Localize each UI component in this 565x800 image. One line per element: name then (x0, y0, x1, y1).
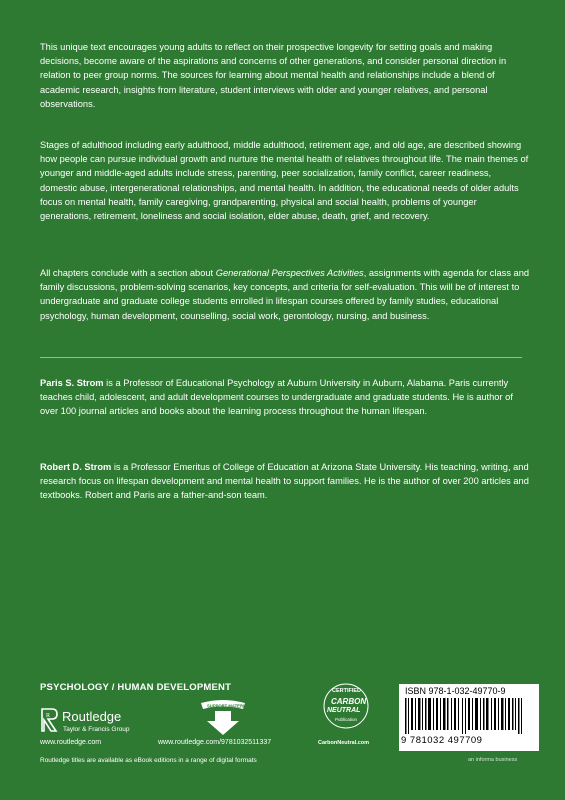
publisher-group: Taylor & Francis Group (63, 726, 130, 733)
activities-title: Generational Perspectives Activities (215, 268, 364, 278)
carbon-word: CARBON (331, 697, 367, 706)
description-paragraph-3 (40, 266, 530, 323)
isbn-barcode-box (399, 684, 539, 751)
carbon-neutral-icon (311, 680, 381, 730)
paragraph-3-intro: All chapters conclude with a section about (40, 268, 216, 278)
support-material-icon (193, 697, 253, 737)
neutral-word: NEUTRAL (327, 707, 361, 714)
carbon-top-text: CERTIFIED (332, 688, 362, 694)
section-divider (40, 357, 522, 358)
author-bio-robert (40, 460, 530, 503)
support-material-url: www.routledge.com/9781032511337 (158, 739, 272, 746)
paragraph-3-rest: , assignments with agenda for class and family discussions, problem-solving scenarios, key concepts, and criteria for self-evaluation. This will be of interest to undergraduate and graduate college students enrolled in lifespan courses offered by family studies, educational psychology, human development, counselling, social work, gerontology, nursing, and business. (40, 268, 530, 321)
isbn-label: ISBN 978-1-032-49770-9 (405, 686, 506, 696)
author-bio-paris (40, 376, 530, 419)
publisher-name: Routledge (62, 709, 122, 724)
author-bio-robert-text: is a Professor Emeritus of College of Education at Arizona State University. His teaching, writing, and research focus on lifespan development and mental health to support families. He is the author of over 200 articles and textbooks. Robert and Paris are a father-and-son team. (40, 462, 529, 501)
ebook-footer-note: Routledge titles are available as eBook editions in a range of digital formats (40, 757, 257, 764)
description-paragraph-2: Stages of adulthood including early adulthood, middle adulthood, retirement age, and old age, are described showing how people can pursue individual growth and nurture the mental health of relatives throughout life. The main themes of younger and middle-aged adults include stress, parenting, peer socialization, family conflict, career readiness, domestic abuse, intergenerational relationships, and mental health. In addition, the educational needs of older adults focus on mental health, family caregiving, grandparenting, physical and social health, problems of younger generations, retirement, loneliness and social isolation, elder abuse, death, grief, and recovery. (40, 140, 529, 222)
carbon-bottom-text: Publication (335, 717, 358, 722)
carbon-neutral-url: CarbonNeutral.com (318, 740, 370, 746)
informa-tagline: an informa business (468, 757, 518, 763)
description-paragraph-1: This unique text encourages young adults to reflect on their prospective longevity for setting goals and making decisions, become aware of the aspirations and concerns of other generations, and consider personal direction in relation to peer group norms. The sources for learning about mental health and relationships include a blend of academic research, insights from literature, student interviews with older and younger relatives, and personal observations. (40, 42, 507, 109)
routledge-mark-letter: R (46, 713, 51, 719)
publisher-url: www.routledge.com (40, 739, 102, 746)
isbn-digits: 9 781032 497709 (401, 735, 483, 746)
routledge-mark-icon (40, 707, 58, 733)
author-bio-paris-text: is a Professor of Educational Psychology at Auburn University in Auburn, Alabama. Paris currently teaches child, adolescent, and adult development courses to undergraduate and graduate students. He is author of over 100 journal articles and books about the learning process throughout the human lifespan. (40, 378, 513, 417)
author-name-paris: Paris S. Strom (40, 378, 104, 388)
subject-category: PSYCHOLOGY / HUMAN DEVELOPMENT (40, 682, 232, 693)
support-badge-text: SUPPORT MATERIAL (207, 703, 250, 709)
barcode-icon (405, 698, 525, 734)
author-name-robert: Robert D. Strom (40, 462, 112, 472)
